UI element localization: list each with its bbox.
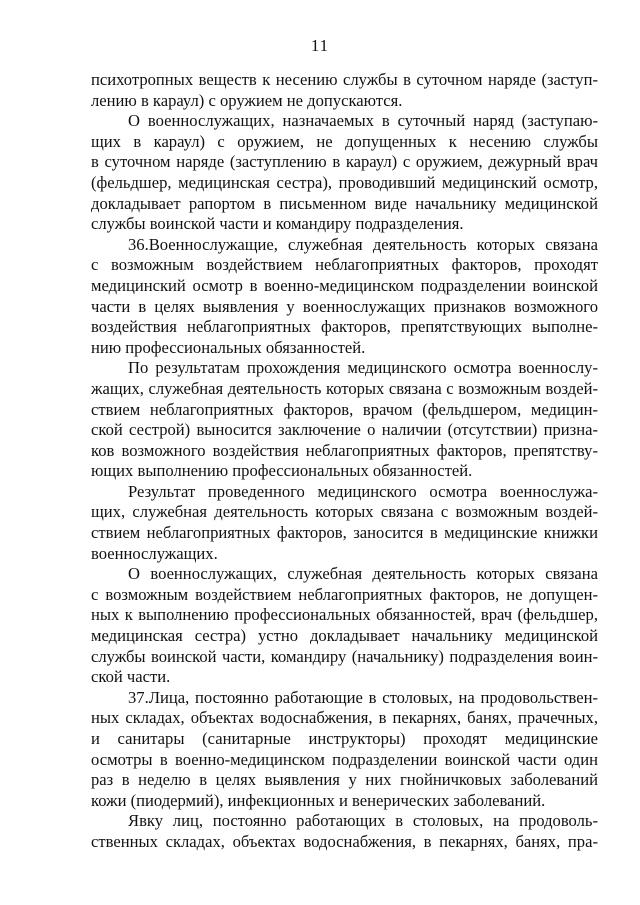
text-line: осмотры в военно-медицинском подразделении воинской части один <box>91 749 598 769</box>
text-line: военнослужащих. <box>91 543 218 563</box>
text-line: с возможным воздействием неблагоприятных факторов, проходят <box>91 255 598 275</box>
text-line: воздействия неблагоприятных факторов, препятствующих выполне- <box>91 317 598 337</box>
text-line: ных складах, объектах водоснабжения, в пекарнях, банях, прачечных, <box>91 708 598 728</box>
text-line: жащих, служебная деятельность которых связана с возможным воздей- <box>91 378 598 398</box>
text-line: ствием неблагоприятных факторов, заносится в медицинские книжки <box>91 523 598 543</box>
text-line: ской части. <box>91 667 171 687</box>
text-line: ственных складах, объектах водоснабжения, в пекарнях, банях, пра- <box>91 831 598 851</box>
text-line: щих в караул) с оружием, не допущенных к несению службы <box>91 131 598 151</box>
text-line: По результатам прохождения медицинского осмотра военнослу- <box>128 358 598 378</box>
text-line: ской сестрой) выносится заключение о наличии (отсутствии) призна- <box>91 420 598 440</box>
text-line: нию профессиональных обязанностей. <box>91 337 366 357</box>
text-line: 37.Лица, постоянно работающие в столовых, на продовольствен- <box>128 687 598 707</box>
text-line: (фельдшер, медицинская сестра), проводивший медицинский осмотр, <box>91 172 598 192</box>
text-line: раз в неделю в целях выявления у них гнойничковых заболеваний <box>91 770 598 790</box>
text-line: части в целях выявления у военнослужащих признаков возможного <box>91 296 598 316</box>
text-line: медицинский осмотр в военно-медицинском подразделении воинской <box>91 275 598 295</box>
text-line: ных к выполнению профессиональных обязанностей, врач (фельдшер, <box>91 605 598 625</box>
text-line: ствием неблагоприятных факторов, врачом (фельдшером, медицин- <box>91 399 598 419</box>
text-line: 36.Военнослужащие, служебная деятельность которых связана <box>128 234 598 254</box>
text-line: Явку лиц, постоянно работающих в столовых, на продоволь- <box>128 811 598 831</box>
text-line: О военнослужащих, назначаемых в суточный наряд (заступаю- <box>128 111 598 131</box>
text-line: с возможным воздействием неблагоприятных факторов, не допущен- <box>91 584 598 604</box>
text-line: медицинская сестра) устно докладывает начальнику медицинской <box>91 626 598 646</box>
text-line: психотропных веществ к несению службы в суточном наряде (заступ- <box>91 70 598 89</box>
text-line: щих, служебная деятельность которых связана с возможным воздей- <box>91 502 598 522</box>
text-line: О военнослужащих, служебная деятельность которых связана <box>128 564 598 584</box>
text-line: службы воинской части, командиру (начальнику) подразделения воин- <box>91 646 598 666</box>
document-body <box>91 70 598 853</box>
text-line: ков возможного воздействия неблагоприятных факторов, препятству- <box>91 440 598 460</box>
page-number: 11 <box>310 36 330 55</box>
text-line: и санитары (санитарные инструкторы) проходят медицинские <box>91 729 598 748</box>
text-line: службы воинской части и командиру подразделения. <box>91 214 464 234</box>
text-line: ющих выполнению профессиональных обязанностей. <box>91 461 473 481</box>
text-line: Результат проведенного медицинского осмотра военнослужа- <box>128 481 598 501</box>
text-line: лению в караул) с оружием не допускаются. <box>91 90 403 110</box>
text-line: докладывает рапортом в письменном виде начальнику медицинской <box>91 193 598 213</box>
text-line: кожи (пиодермий), инфекционных и венерических заболеваний. <box>91 790 546 810</box>
text-line: в суточном наряде (заступлению в караул) с оружием, дежурный врач <box>91 152 598 172</box>
